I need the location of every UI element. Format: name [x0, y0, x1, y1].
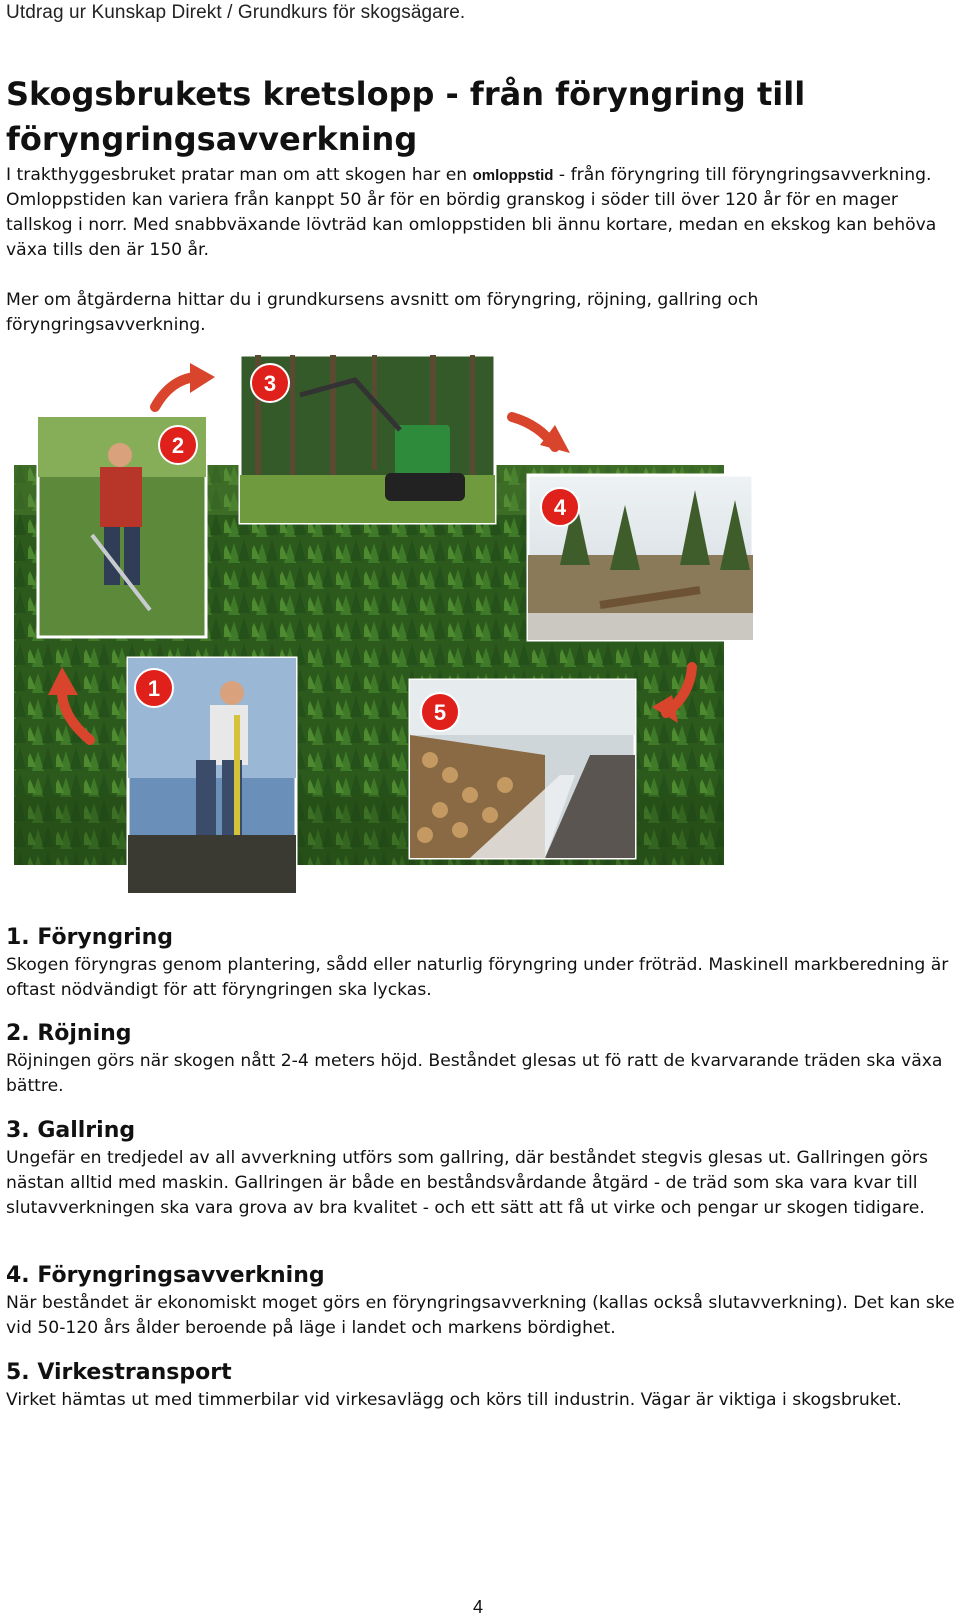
- badge-5: [421, 693, 459, 731]
- page-title: Skogsbrukets kretslopp - från föryngring till föryngringsavverkning: [6, 75, 806, 158]
- badge-1: [135, 669, 173, 707]
- arrow-2-to-3: [155, 377, 195, 407]
- svg-text:4: 4: [553, 495, 567, 520]
- intro-paragraph: [6, 163, 951, 263]
- badge-4: [541, 488, 579, 526]
- section-title-rojning: 2. Röjning: [6, 1021, 132, 1046]
- section-title-gallring: 3. Gallring: [6, 1118, 136, 1143]
- svg-text:5: 5: [433, 700, 447, 725]
- section-body-foryngring: Skogen föryngras genom plantering, sådd eller naturlig föryngring under fröträd. Maskinell markberedning är oftast nödvändigt för att föryngringen ska lyckas.: [6, 955, 949, 1000]
- section-body-rojning: Röjningen görs när skogen nått 2-4 meters höjd. Beståndet glesas ut fö ratt de kvarvarande träden ska växa bättre.: [6, 1051, 943, 1096]
- svg-text:3: 3: [263, 371, 277, 396]
- section-body-gallring: Ungefär en tredjedel av all avverkning utförs som gallring, där beståndet stegvis glesas ut. Gallringen görs nästan alltid med maskin. Gallringen är både en beståndsvårdande åtgärd - de träd som ska vara kvar till slutavverkningen ska vara grova av bra kvalitet - och ett sätt att få ut virke och pengar ur skogen tidigare.: [6, 1148, 928, 1218]
- intro-term: omloppstid: [472, 167, 554, 184]
- section-title-virkestransport: 5. Virkestransport: [6, 1360, 232, 1385]
- svg-text:2: 2: [171, 433, 185, 458]
- intro-text-end: - från föryngring till föryngringsavverkning. Omloppstiden kan variera från kanppt 50 år för en bördig granskog i söder till över 120 år för en mager tallskog i norr. Med snabbväxande lövträd kan omloppstiden bli ännu kortare, medan en ekskog kan behöva växa tills den är 150 år.: [6, 165, 937, 260]
- page-header: Utdrag ur Kunskap Direkt / Grundkurs för skogsägare.: [6, 2, 466, 23]
- intro-text-start: I trakthyggesbruket pratar man om att skogen har en: [6, 165, 473, 185]
- forest-cycle-illustration: [0, 355, 760, 930]
- section-body-foryngringsavverkning: När beståndet är ekonomiskt moget görs en föryngringsavverkning (kallas också slutavverkning). Det kan ske vid 50-120 års ålder beroende på läge i landet och markens bördighet.: [6, 1293, 955, 1338]
- section-title-foryngringsavverkning: 4. Föryngringsavverkning: [6, 1263, 325, 1288]
- badge-2: [159, 426, 197, 464]
- more-info-paragraph: Mer om åtgärderna hittar du i grundkursens avsnitt om föryngring, röjning, gallring och föryngringsavverkning.: [6, 290, 759, 335]
- section-body-virkestransport: Virket hämtas ut med timmerbilar vid virkesavlägg och körs till industrin. Vägar är viktiga i skogsbruket.: [6, 1390, 902, 1410]
- section-title-foryngring: 1. Föryngring: [6, 925, 173, 950]
- svg-text:1: 1: [147, 676, 161, 701]
- page-number: 4: [473, 1597, 484, 1617]
- badge-3: [251, 364, 289, 402]
